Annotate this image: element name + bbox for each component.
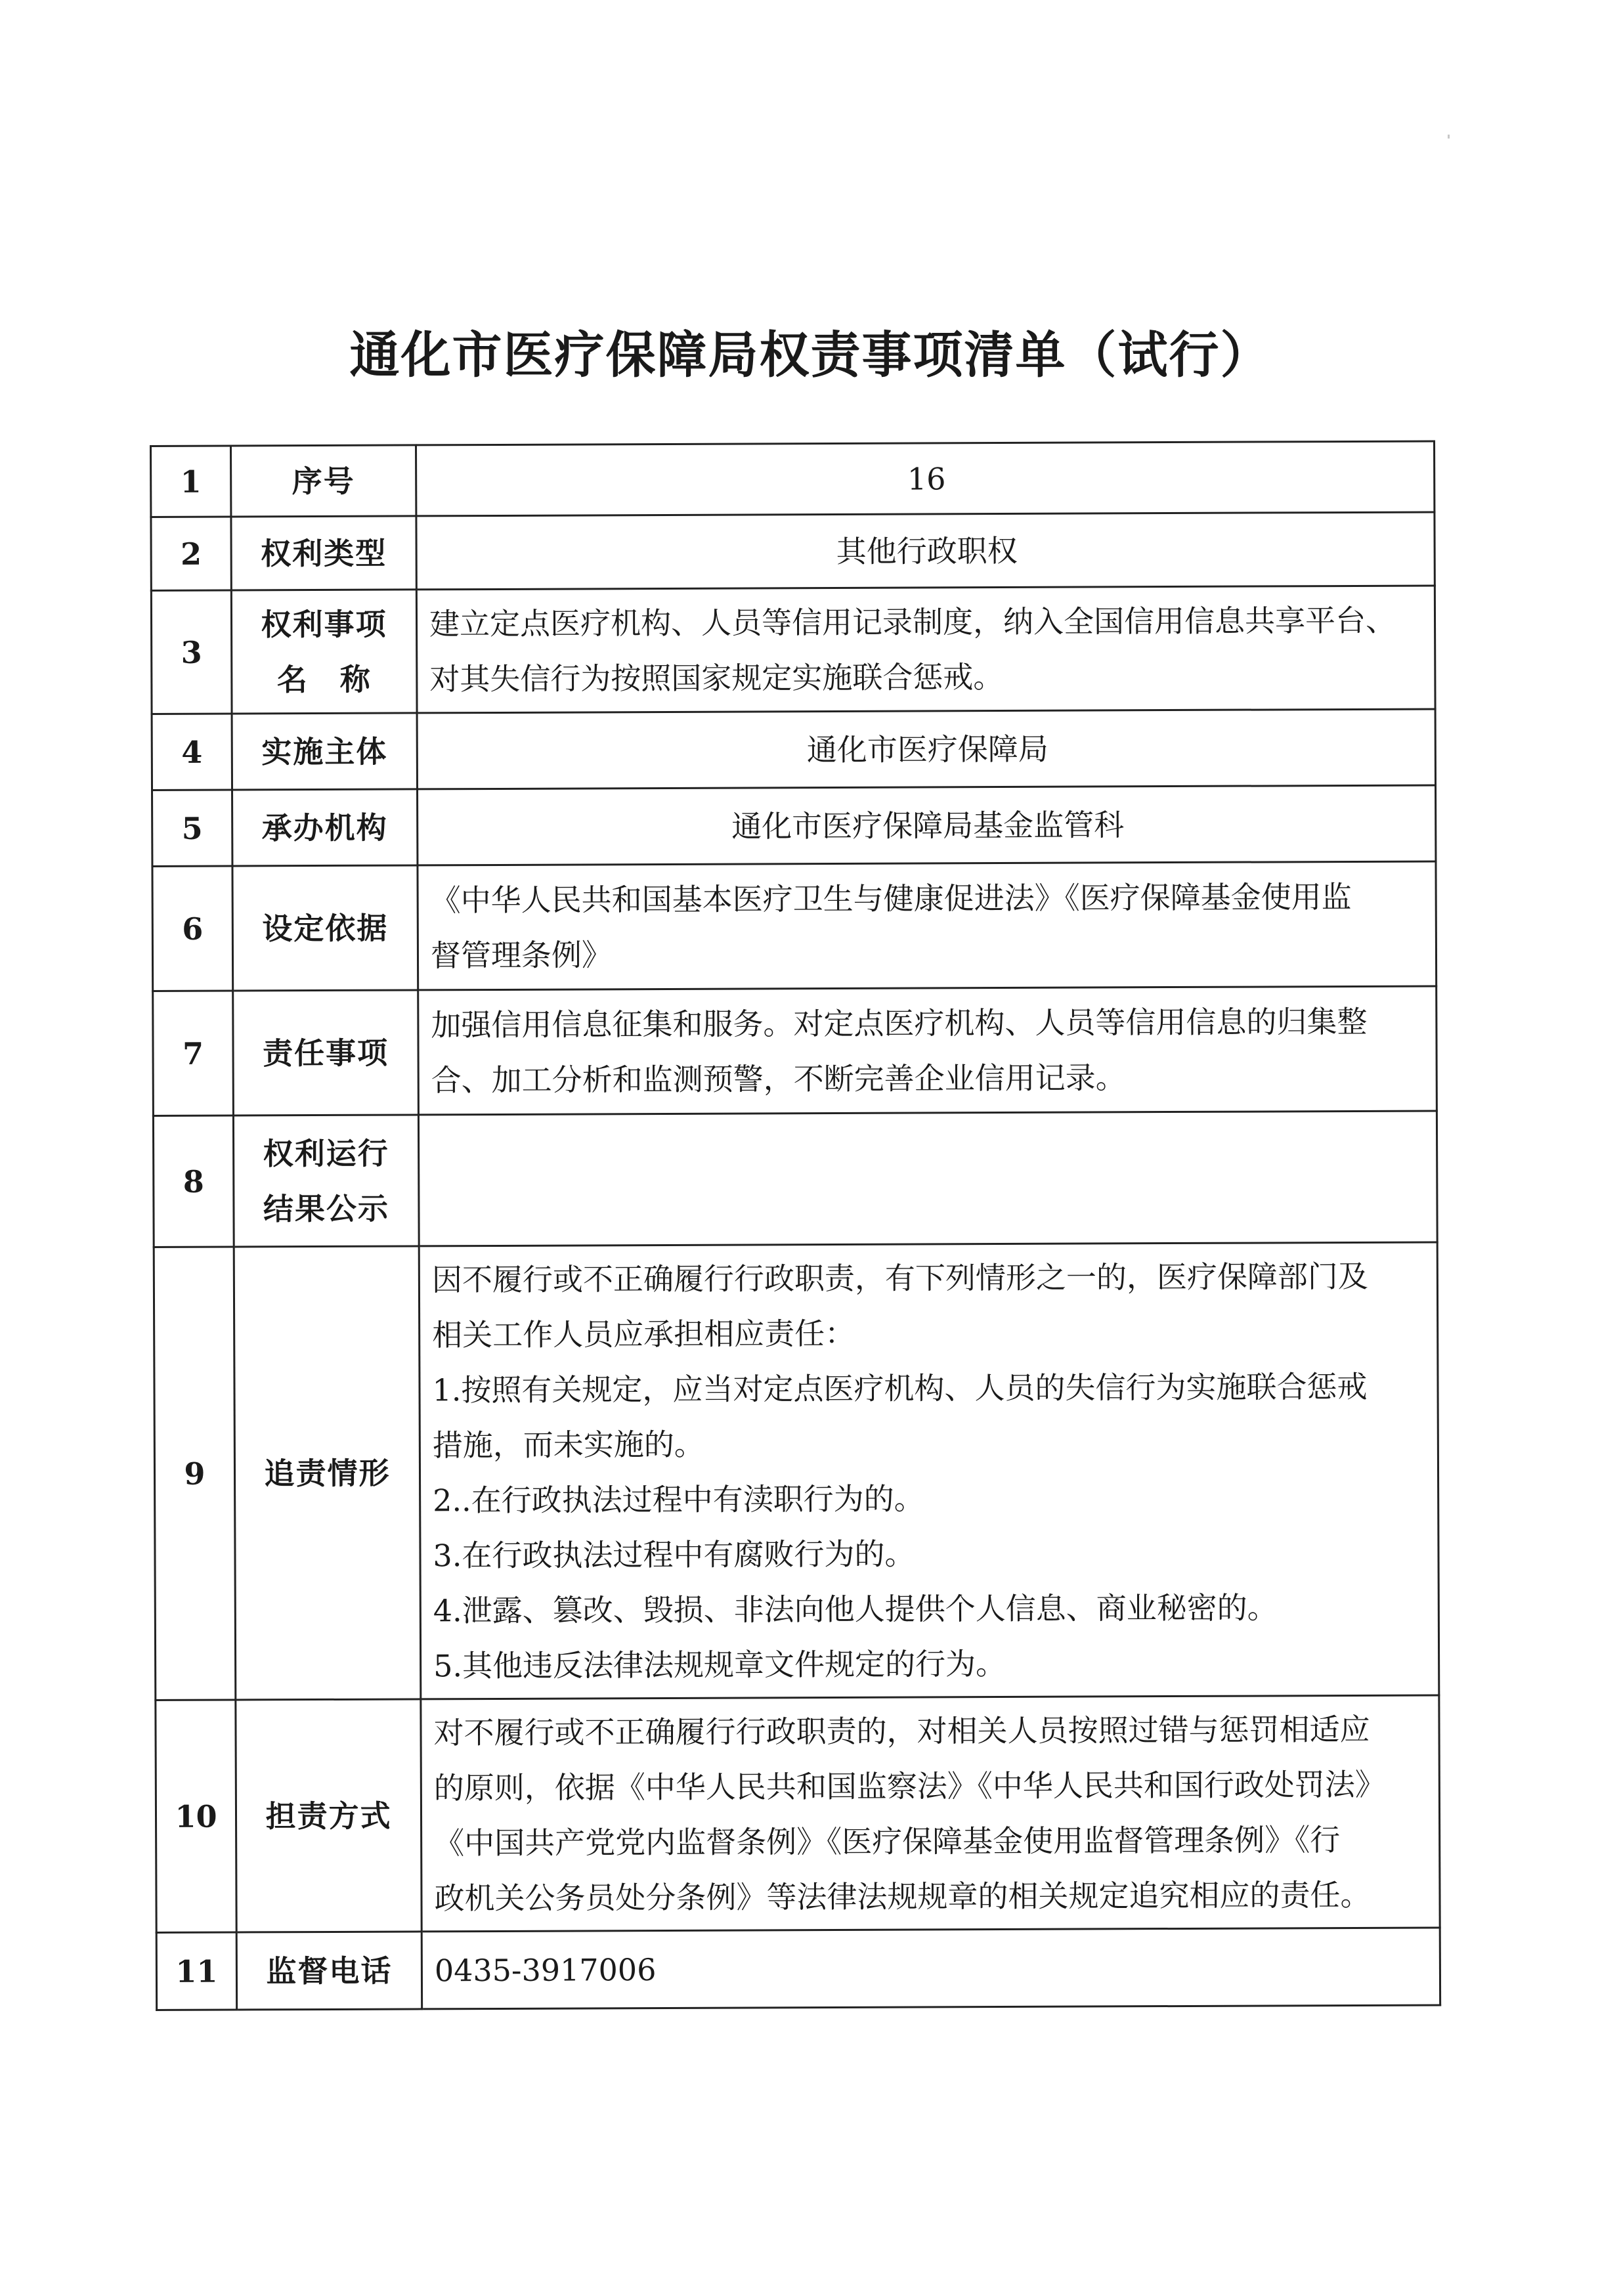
table-row xyxy=(151,441,1435,517)
row-label xyxy=(231,445,416,517)
row-value-line: 《中华人民共和国基本医疗卫生与健康促进法》《医疗保障基金使用监 xyxy=(430,878,1352,918)
table-row xyxy=(152,785,1436,867)
row-value-line: 的原则，依据《中华人民共和国监察法》《中华人民共和国行政处罚法》 xyxy=(433,1766,1385,1806)
row-label-line: 承办机构 xyxy=(261,810,388,846)
row-value-line: 2..在行政执法过程中有渎职行为的。 xyxy=(433,1480,924,1518)
row-value-line: 1.按照有关规定，应当对定点医疗机构、人员的失信行为实施联合惩戒 xyxy=(432,1368,1368,1408)
row-number: 7 xyxy=(153,991,234,1116)
document-title: 通化市医疗保障局权责事项清单（试行） xyxy=(349,326,1272,384)
row-value-line: 其他行政职权 xyxy=(836,532,1018,569)
row-label-line: 设定依据 xyxy=(262,910,389,946)
row-number: 8 xyxy=(153,1116,234,1247)
row-value-line: 因不履行或不正确履行行政职责，有下列情形之一的，医疗保障部门及 xyxy=(431,1258,1368,1297)
row-value-line: 对其失信行为按照国家规定实施联合惩戒。 xyxy=(429,659,1004,697)
row-label-line: 责任事项 xyxy=(262,1035,389,1071)
row-label xyxy=(233,1115,419,1247)
row-label-line: 监督电话 xyxy=(266,1953,393,1989)
row-value-line: 5.其他违反法律法规规章文件规定的行为。 xyxy=(433,1645,1006,1683)
row-label-line: 实施主体 xyxy=(261,733,388,769)
row-label-line: 结果公示 xyxy=(263,1190,390,1226)
row-label xyxy=(236,1932,421,2010)
table-row xyxy=(153,986,1437,1116)
row-value xyxy=(416,586,1435,713)
row-number: 5 xyxy=(152,790,232,866)
row-label xyxy=(234,1246,421,1700)
row-value-line: 16 xyxy=(907,460,946,497)
row-value-line: 0435-3917006 xyxy=(434,1951,657,1988)
row-label-line: 担责方式 xyxy=(265,1798,392,1834)
row-value xyxy=(421,1928,1440,2009)
row-label-line: 名 称 xyxy=(276,661,372,697)
table-row xyxy=(152,709,1435,791)
row-value xyxy=(416,512,1435,590)
row-number: 6 xyxy=(152,866,233,991)
table-row xyxy=(153,1111,1437,1247)
row-value xyxy=(418,861,1437,990)
row-value-line: 对不履行或不正确履行行政职责的，对相关人员按照过错与惩罚相适应 xyxy=(433,1711,1370,1750)
row-number: 11 xyxy=(156,1932,236,2010)
row-value xyxy=(417,709,1435,789)
row-label xyxy=(232,865,418,991)
row-value xyxy=(416,441,1435,516)
row-value-line: 建立定点医疗机构、人员等信用记录制度，纳入全国信用信息共享平台、 xyxy=(429,602,1396,641)
row-number: 4 xyxy=(152,714,232,790)
row-label xyxy=(231,516,416,590)
row-number: 1 xyxy=(151,446,231,517)
row-number: 9 xyxy=(154,1247,236,1700)
row-value xyxy=(418,785,1436,865)
row-label-line: 权利类型 xyxy=(261,535,387,571)
row-value-line: 通化市医疗保障局 xyxy=(806,731,1048,768)
row-value-line: 督管理条例》 xyxy=(430,936,613,973)
row-label xyxy=(232,789,418,866)
row-label xyxy=(232,713,417,790)
row-number: 3 xyxy=(151,590,232,714)
scan-speck xyxy=(1448,135,1450,139)
row-number: 2 xyxy=(151,517,231,590)
table-row xyxy=(152,861,1437,991)
row-value-line: 合、加工分析和监测预警，不断完善企业信用记录。 xyxy=(431,1059,1126,1098)
row-label-line: 序号 xyxy=(292,463,355,499)
table-row xyxy=(156,1928,1440,2010)
row-value xyxy=(418,986,1437,1115)
row-number: 10 xyxy=(156,1700,236,1932)
row-value xyxy=(419,1242,1439,1699)
row-value-line: 相关工作人员应承担相应责任： xyxy=(432,1315,855,1353)
row-value-line: 加强信用信息征集和服务。对定点医疗机构、人员等信用信息的归集整 xyxy=(431,1003,1368,1043)
row-label-line: 权利运行 xyxy=(263,1135,389,1171)
table-row xyxy=(151,512,1435,591)
row-value-line: 《中国共产党党内监督条例》《医疗保障基金使用监督管理条例》《行 xyxy=(434,1821,1341,1861)
row-value-line: 措施，而未实施的。 xyxy=(432,1426,704,1463)
table-row xyxy=(156,1695,1440,1933)
row-label-line: 追责情形 xyxy=(264,1455,391,1491)
row-value xyxy=(421,1695,1440,1932)
responsibility-table xyxy=(150,440,1441,2011)
row-label-line: 权利事项 xyxy=(261,606,387,642)
row-value-line: 通化市医疗保障局基金监管科 xyxy=(731,806,1125,844)
table-row xyxy=(151,586,1435,714)
row-label xyxy=(233,990,419,1116)
row-value-line: 4.泄露、篡改、毁损、非法向他人提供个人信息、商业秘密的。 xyxy=(433,1589,1278,1628)
row-label xyxy=(231,590,417,714)
row-value xyxy=(418,1111,1437,1246)
row-label xyxy=(236,1699,421,1932)
row-value-line: 3.在行政执法过程中有腐败行为的。 xyxy=(433,1536,915,1573)
row-value-line: 政机关公务员处分条例》等法律法规规章的相关规定追究相应的责任。 xyxy=(434,1876,1371,1916)
table-row xyxy=(154,1242,1439,1700)
